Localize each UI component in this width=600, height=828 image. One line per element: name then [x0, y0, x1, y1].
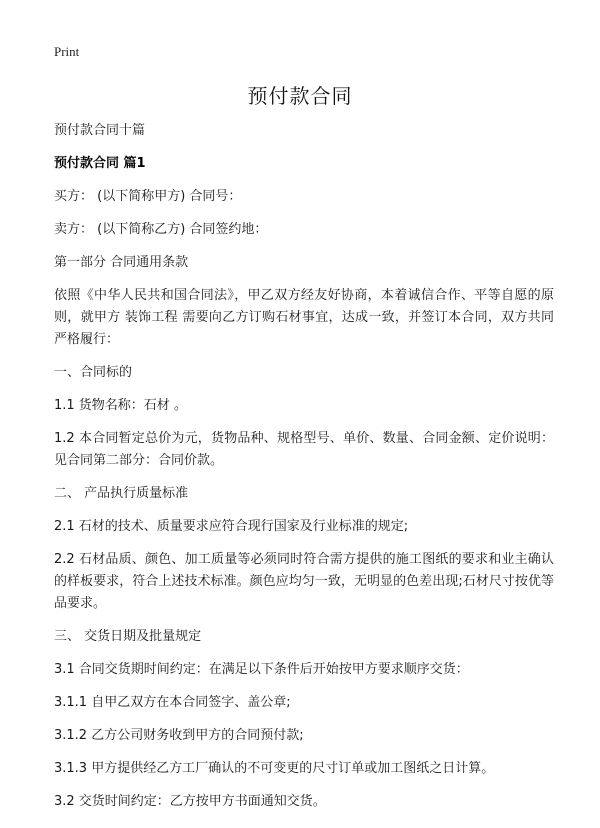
- clause-3-1-3: 3.1.3 甲方提供经乙方工厂确认的不可变更的尺寸订单或加工图纸之日计算。: [54, 761, 495, 776]
- clause-3-2: 3.2 交货时间约定：乙方按甲方书面通知交货。: [54, 794, 326, 809]
- document-title: 预付款合同: [247, 84, 353, 108]
- clause-1-2: 1.2 本合同暂定总价为元，货物品种、规格型号、单价、数量、合同金额、定价说明：见合同第二部分：合同价款。: [54, 431, 554, 468]
- part-heading: 第一部分 合同通用条款: [54, 255, 189, 270]
- clause-3-1: 3.1 合同交货期时间约定：在满足以下条件后开始按甲方要求顺序交货：: [54, 662, 469, 677]
- clause-heading-3: 三、 交货日期及批量规定: [54, 629, 202, 644]
- seller-line: 卖方： (以下简称乙方) 合同签约地：: [54, 222, 268, 237]
- clause-2-2: 2.2 石材品质、颜色、加工质量等必须同时符合需方提供的施工图纸的要求和业主确认的样板要求，符合上述技术标准。颜色应均匀一致，无明显的色差出现;石材尺寸按优等品要求。: [54, 552, 554, 611]
- clause-heading-2: 二、 产品执行质量标准: [54, 486, 189, 501]
- preamble-paragraph: 依照《中华人民共和国合同法》，甲乙双方经友好协商，本着诚信合作、平等自愿的原则，就甲方 装饰工程 需要向乙方订购石材事宜，达成一致，并签订本合同，双方共同严格履行：: [54, 288, 554, 347]
- document-body: [54, 120, 554, 824]
- print-label: Print: [54, 44, 80, 59]
- section-heading: 预付款合同 篇1: [54, 156, 146, 171]
- clause-3-1-2: 3.1.2 乙方公司财务收到甲方的合同预付款;: [54, 728, 304, 743]
- clause-1-1: 1.1 货物名称：石材 。: [54, 398, 187, 413]
- clause-2-1: 2.1 石材的技术、质量要求应符合现行国家及行业标准的规定;: [54, 519, 409, 534]
- clause-heading-1: 一、合同标的: [54, 365, 133, 380]
- buyer-line: 买方： (以下简称甲方) 合同号：: [54, 189, 242, 204]
- clause-3-1-1: 3.1.1 自甲乙双方在本合同签字、盖公章;: [54, 695, 291, 710]
- paragraph-subtitle: 预付款合同十篇: [54, 123, 146, 138]
